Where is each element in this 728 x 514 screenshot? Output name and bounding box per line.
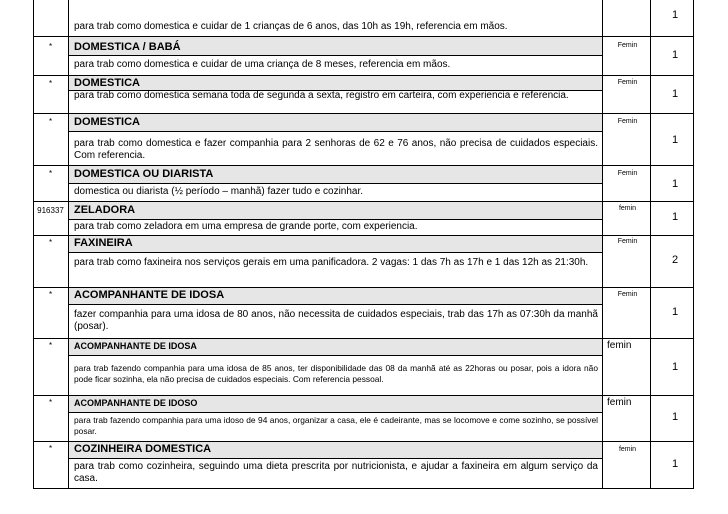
- job-title: DOMESTICA: [74, 77, 140, 89]
- job-code: *: [48, 79, 53, 88]
- vacancy-count: 1: [671, 49, 679, 61]
- job-title: COZINHEIRA DOMESTICA: [74, 443, 212, 455]
- job-description: domestica ou diarista (½ período – manhã) fazer tudo e cozinhar.: [74, 186, 364, 197]
- vacancy-count: 1: [671, 306, 679, 318]
- vacancy-count: 2: [671, 254, 679, 266]
- vacancy-count: 1: [671, 178, 679, 190]
- title-underline: [68, 55, 603, 56]
- job-description: para trab como domestica e fazer companhia para 2 senhoras de 62 e 76 anos, não precisa de cuidados especiais. Com referencia.: [74, 138, 598, 161]
- row-separator: [33, 113, 693, 114]
- title-underline: [68, 183, 603, 184]
- job-description: para trab como faxineira nos serviços gerais em uma panificadora. 2 vagas: 1 das 7h as 17h e 1 das 12h as 21:30h.: [74, 257, 589, 268]
- title-band: [69, 202, 602, 219]
- gender-label: Femin: [617, 170, 638, 177]
- row-separator: [33, 395, 693, 396]
- job-description: para trab fazendo companhia para uma idoso de 94 anos, organizar a casa, ele é cadeirante, mas se locomove e come sozinho, se possível posar.: [74, 415, 598, 436]
- gender-label: Femin: [617, 79, 638, 86]
- vacancy-count: 1: [671, 211, 679, 223]
- gender-label: Femin: [617, 238, 638, 245]
- job-description: para trab como domestica e cuidar de uma criança de 8 meses, referencia em mãos.: [74, 59, 451, 70]
- vacancy-count: 1: [671, 458, 679, 470]
- title-underline: [68, 412, 603, 413]
- job-code: 916337: [37, 206, 64, 215]
- row-separator: [33, 338, 693, 339]
- row-separator: [33, 287, 693, 288]
- job-code: *: [48, 169, 53, 178]
- job-description: para trab como zeladora em uma empresa de grande porte, com experiencia.: [74, 221, 418, 232]
- row-separator: [33, 36, 693, 37]
- job-code: *: [48, 42, 53, 51]
- row-separator: [33, 75, 693, 76]
- job-code: *: [48, 290, 53, 299]
- job-title: DOMESTICA: [74, 116, 140, 128]
- title-band: [69, 76, 602, 90]
- gender-label: femin: [607, 397, 632, 408]
- job-code: *: [48, 341, 53, 350]
- title-underline: [68, 304, 603, 305]
- job-description: para trab fazendo companhia para uma idosa de 85 anos, ter disponibilidade das 08 da manhã até as 22horas ou posar, pois a idora não pode ficar sozinha, ela não precisa de cuidados especiais. Com referencia pessoal.: [74, 363, 598, 384]
- row-separator: [33, 235, 693, 236]
- vacancy-count: 1: [671, 88, 679, 100]
- vacancy-count: 1: [671, 411, 679, 423]
- row-separator: [33, 441, 693, 442]
- job-title: ZELADORA: [74, 204, 136, 216]
- job-title: ACOMPANHANTE DE IDOSA: [74, 341, 197, 351]
- title-underline: [68, 355, 603, 356]
- job-code: *: [48, 444, 53, 453]
- job-code: *: [48, 117, 53, 126]
- gender-label: Femin: [617, 118, 638, 125]
- vacancy-count: 1: [671, 9, 679, 21]
- job-title: DOMESTICA / BABÁ: [74, 41, 181, 53]
- gender-label: femin: [618, 205, 637, 212]
- row-separator: [33, 165, 693, 166]
- title-band: [69, 114, 602, 131]
- row-separator: [33, 201, 693, 202]
- vacancy-count: 1: [671, 134, 679, 146]
- title-underline: [68, 252, 603, 253]
- vacancy-count: 1: [671, 361, 679, 373]
- title-underline: [68, 131, 603, 132]
- title-band: [69, 236, 602, 252]
- column-divider-description: [602, 0, 603, 489]
- job-code: *: [48, 398, 53, 407]
- gender-label: femin: [607, 340, 632, 351]
- job-title: FAXINEIRA: [74, 237, 133, 249]
- job-title: ACOMPANHANTE DE IDOSA: [74, 289, 225, 301]
- job-description: para trab como domestica semana toda de segunda a sexta, registro em carteira, com experiencia e referencia.: [74, 90, 569, 101]
- gender-label: Femin: [617, 291, 638, 298]
- table-border-bottom: [33, 488, 693, 489]
- job-description: para trab como cozinheira, seguindo uma dieta prescrita por nutricionista, e ajudar a faxineira em algum serviço da casa.: [74, 461, 598, 484]
- job-description: para trab como domestica e cuidar de 1 crianças de 6 anos, das 10h as 19h, referencia em mãos.: [74, 21, 508, 32]
- job-title: ACOMPANHANTE DE IDOSO: [74, 398, 198, 408]
- job-description: fazer companhia para uma idosa de 80 anos, não necessita de cuidados especiais, trab das 17h as 07:30h da manhã (posar).: [74, 309, 598, 332]
- gender-label: femin: [618, 446, 637, 453]
- job-title: DOMESTICA OU DIARISTA: [74, 168, 214, 180]
- title-underline: [68, 219, 603, 220]
- gender-label: Femin: [617, 42, 638, 49]
- title-underline: [68, 458, 603, 459]
- job-code: *: [48, 238, 53, 247]
